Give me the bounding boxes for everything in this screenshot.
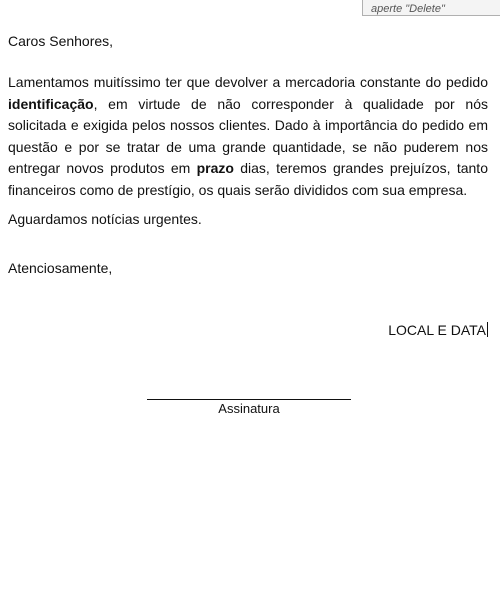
local-date-line[interactable] [388, 322, 488, 338]
paragraph-text-1: Lamentamos muitíssimo ter que devolver a mercadoria constante do pedido [8, 74, 488, 90]
identification-field[interactable]: identificação [8, 95, 94, 112]
await-line: Aguardamos notícias urgentes. [8, 211, 202, 227]
paragraph-text-2: , em virtude de não corresponder à qualidade por nós solicitada e exigida pelos nossos clientes. Dado à importância do pedido em questão e por se tratar de uma grande quantidade, se não puderem nos entregar novos produtos em [8, 95, 488, 176]
text-cursor [487, 322, 488, 337]
letter-greeting: Caros Senhores, [8, 33, 114, 49]
local-date-text: LOCAL E DATA [388, 322, 486, 338]
deadline-field[interactable]: prazo [196, 160, 234, 176]
tooltip-hint [362, 0, 500, 16]
letter-closing: Atenciosamente, [8, 260, 113, 276]
paragraph-text-3: dias, teremos grandes prejuízos, tanto financeiros como de prestígio, os quais serão divididos com sua empresa. [8, 160, 488, 198]
signature-line [147, 399, 351, 400]
letter-paragraph [8, 72, 488, 201]
signature-label: Assinatura [218, 401, 280, 416]
tooltip-text: aperte "Delete" [371, 3, 445, 15]
